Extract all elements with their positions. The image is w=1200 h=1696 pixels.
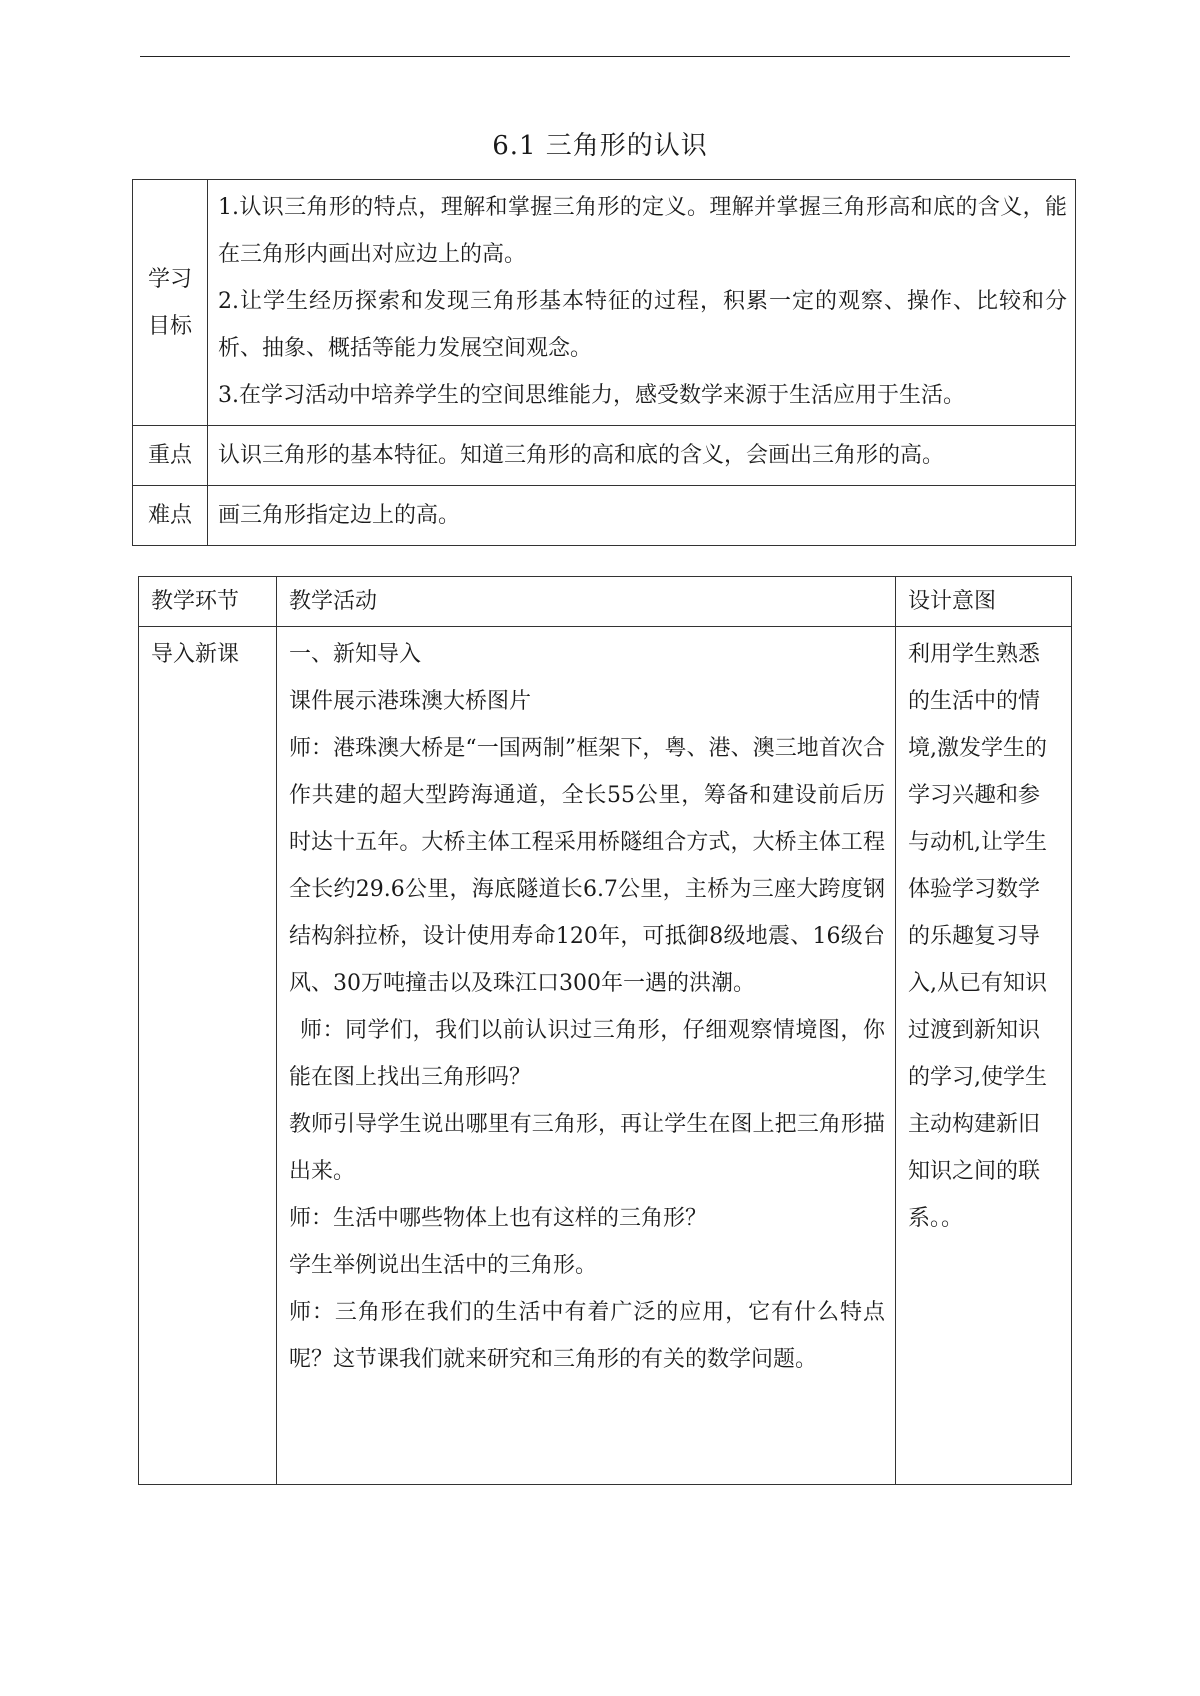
key-points-row <box>133 426 1076 486</box>
intent-line: 主动构建新旧 <box>907 1112 1040 1137</box>
objective-item: 2.让学生经历探索和发现三角形基本特征的过程，积累一定的观察、操作、比较和分析、抽象、概括等能力发展空间观念。 <box>218 289 1067 361</box>
objectives-table <box>132 179 1076 546</box>
intent-line: 学习兴趣和参 <box>907 783 1040 808</box>
activity-paragraph: 教师引导学生说出哪里有三角形，再让学生在图上把三角形描出来。 <box>288 1112 885 1184</box>
intent-line: 的生活中的情 <box>907 689 1040 714</box>
objectives-content <box>208 180 1076 426</box>
activity-paragraph: 师：同学们，我们以前认识过三角形，仔细观察情境图，你能在图上找出三角形吗？ <box>288 1018 885 1090</box>
objective-item: 3.在学习活动中培养学生的空间思维能力，感受数学来源于生活应用于生活。 <box>218 383 965 408</box>
header-section: 教学环节 <box>139 577 277 627</box>
objectives-label <box>133 180 208 426</box>
intent-line: 体验学习数学 <box>907 877 1040 902</box>
intent-line: 入,从已有知识 <box>907 971 1047 996</box>
page-title: 6.1 三角形的认识 <box>492 131 708 161</box>
intent-line: 利用学生熟悉 <box>907 642 1040 667</box>
objective-item: 1.认识三角形的特点，理解和掌握三角形的定义。理解并掌握三角形高和底的含义，能在三角形内画出对应边上的高。 <box>218 195 1067 267</box>
difficulty-text: 画三角形指定边上的高。 <box>208 486 1076 546</box>
intent-line: 境,激发学生的 <box>907 736 1047 761</box>
objectives-label-line2: 目标 <box>147 313 192 339</box>
intent-content <box>895 627 1071 1485</box>
section-name: 导入新课 <box>139 627 277 1485</box>
objectives-label-line1: 学习 <box>147 266 192 292</box>
header-intent: 设计意图 <box>895 577 1071 627</box>
activity-paragraph: 课件展示港珠澳大桥图片 <box>288 689 531 714</box>
intent-line: 系。。 <box>907 1206 963 1231</box>
difficulty-label: 难点 <box>133 486 208 546</box>
intent-line: 与动机,让学生 <box>907 830 1047 855</box>
intent-line: 知识之间的联 <box>907 1159 1040 1184</box>
key-points-label: 重点 <box>133 426 208 486</box>
key-points-text: 认识三角形的基本特征。知道三角形的高和底的含义，会画出三角形的高。 <box>208 426 1076 486</box>
activity-paragraph: 一、新知导入 <box>288 642 421 667</box>
teaching-header-row <box>139 577 1072 627</box>
teaching-body-row <box>139 627 1072 1485</box>
objectives-row <box>133 180 1076 426</box>
intent-line: 的学习,使学生 <box>907 1065 1047 1090</box>
activity-content <box>276 627 895 1485</box>
intent-line: 的乐趣复习导 <box>907 924 1040 949</box>
teaching-table <box>138 576 1072 1485</box>
activity-paragraph: 师：港珠澳大桥是“一国两制”框架下，粤、港、澳三地首次合作共建的超大型跨海通道，全长55公里，筹备和建设前后历时达十五年。大桥主体工程采用桥隧组合方式，大桥主体工程全长约29.6公里，海底隧道长6.7公里，主桥为三座大跨度钢结构斜拉桥，设计使用寿命120年，可抵御8级地震、16级台风、30万吨撞击以及珠江口300年一遇的洪潮。 <box>288 736 885 996</box>
difficulty-row <box>133 486 1076 546</box>
header-rule <box>140 56 1070 57</box>
activity-paragraph: 师：生活中哪些物体上也有这样的三角形？ <box>288 1206 707 1231</box>
activity-paragraph: 学生举例说出生活中的三角形。 <box>288 1253 597 1278</box>
activity-paragraph: 师：三角形在我们的生活中有着广泛的应用，它有什么特点呢？这节课我们就来研究和三角形的有关的数学问题。 <box>288 1300 885 1372</box>
header-activity: 教学活动 <box>276 577 895 627</box>
intent-line: 过渡到新知识 <box>907 1018 1040 1043</box>
